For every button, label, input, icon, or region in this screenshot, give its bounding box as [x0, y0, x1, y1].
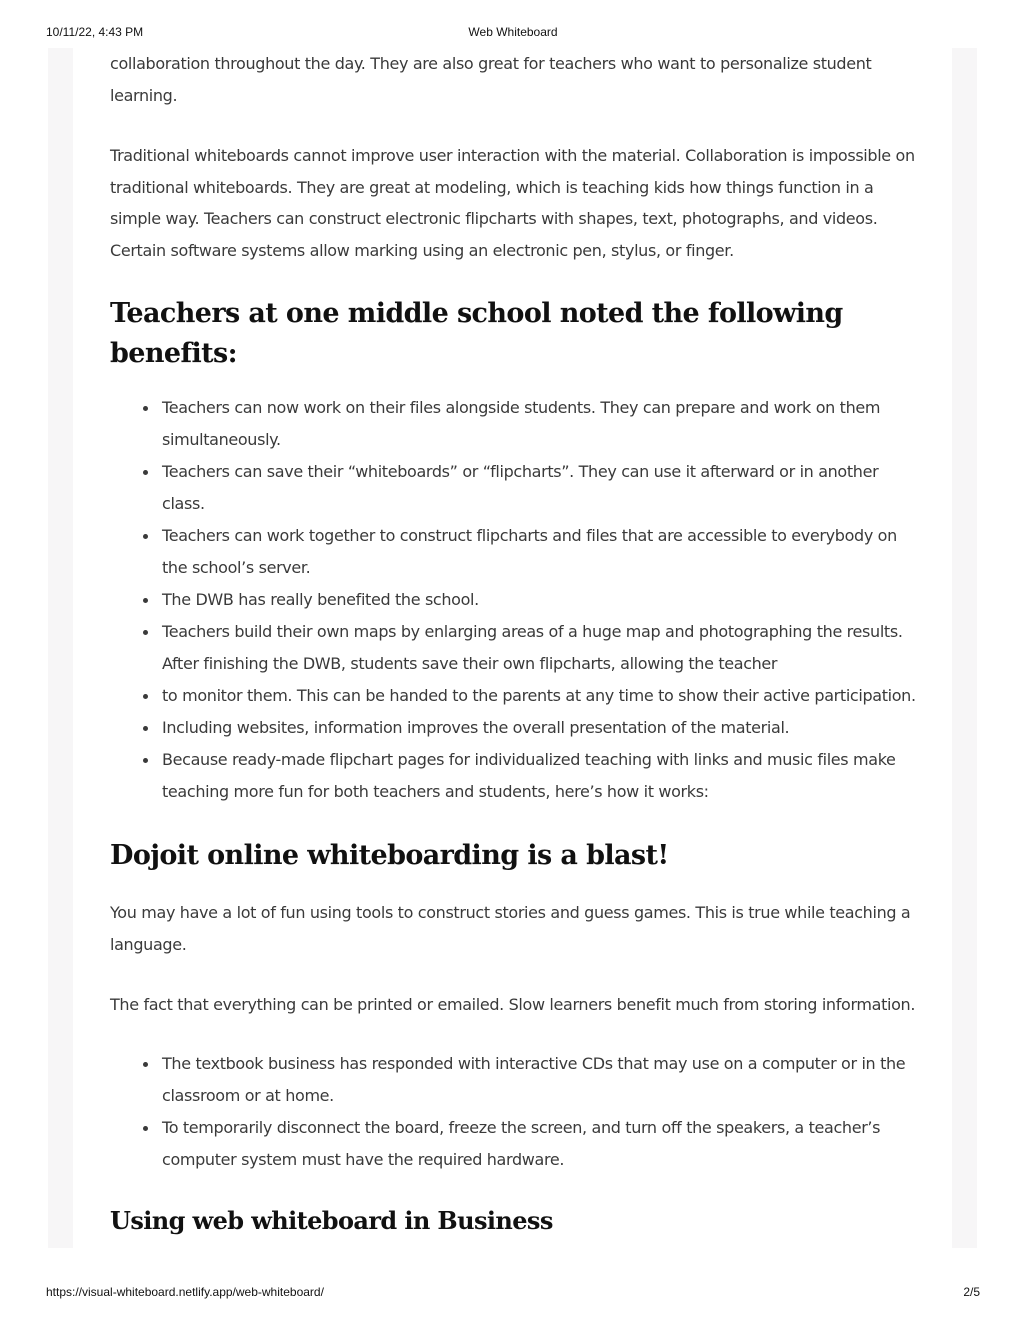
list-item: To temporarily disconnect the board, freeze the screen, and turn off the speakers, a teacher’s computer system must have the required hardware. [110, 1112, 920, 1176]
article-content [73, 48, 952, 1248]
list-item: Because ready-made flipchart pages for individualized teaching with links and music files make teaching more fun for both teachers and students, here’s how it works: [110, 744, 920, 808]
business-heading: Using web whiteboard in Business [110, 1205, 553, 1235]
list-item: Teachers can save their “whiteboards” or “flipcharts”. They can use it afterward or in another class. [110, 456, 920, 520]
print-footer [46, 1285, 980, 1301]
list-item: Including websites, information improves the overall presentation of the material. [110, 712, 920, 744]
article-body [110, 48, 920, 1239]
fun-tools-paragraph: You may have a lot of fun using tools to construct stories and guess games. This is true while teaching a language. [110, 903, 911, 954]
benefits-heading: Teachers at one middle school noted the following benefits: [110, 298, 843, 369]
list-item: Teachers build their own maps by enlarging areas of a huge map and photographing the results. After finishing the DWB, students save their own flipcharts, allowing the teacher [110, 616, 920, 680]
print-page-number: 2/5 [963, 1285, 980, 1299]
printed-emailed-paragraph: The fact that everything can be printed or emailed. Slow learners benefit much from storing information. [110, 995, 916, 1014]
intro-continuation-paragraph: collaboration throughout the day. They are also great for teachers who want to personalize student learning. [110, 54, 872, 105]
dojoit-points-list [110, 1048, 920, 1176]
list-item: Teachers can now work on their files alongside students. They can prepare and work on them simultaneously. [110, 392, 920, 456]
print-url: https://visual-whiteboard.netlify.app/web-whiteboard/ [46, 1285, 324, 1299]
print-page-title: Web Whiteboard [468, 25, 558, 39]
list-item: The textbook business has responded with interactive CDs that may use on a computer or in the classroom or at home. [110, 1048, 920, 1112]
list-item: The DWB has really benefited the school. [110, 584, 920, 616]
print-datetime: 10/11/22, 4:43 PM [46, 25, 144, 39]
print-header [46, 25, 980, 41]
list-item: Teachers can work together to construct flipcharts and files that are accessible to everybody on the school’s server. [110, 520, 920, 584]
dojoit-heading: Dojoit online whiteboarding is a blast! [110, 840, 669, 871]
list-item: to monitor them. This can be handed to the parents at any time to show their active participation. [110, 680, 920, 712]
traditional-whiteboards-paragraph: Traditional whiteboards cannot improve user interaction with the material. Collaboration is impossible on traditional whiteboards. They are great at modeling, which is teaching kids how things function in a simple way. Teachers can construct electronic flipcharts with shapes, text, photographs, and videos. Certain software systems allow marking using an electronic pen, stylus, or finger. [110, 146, 915, 260]
benefits-list [110, 392, 920, 808]
